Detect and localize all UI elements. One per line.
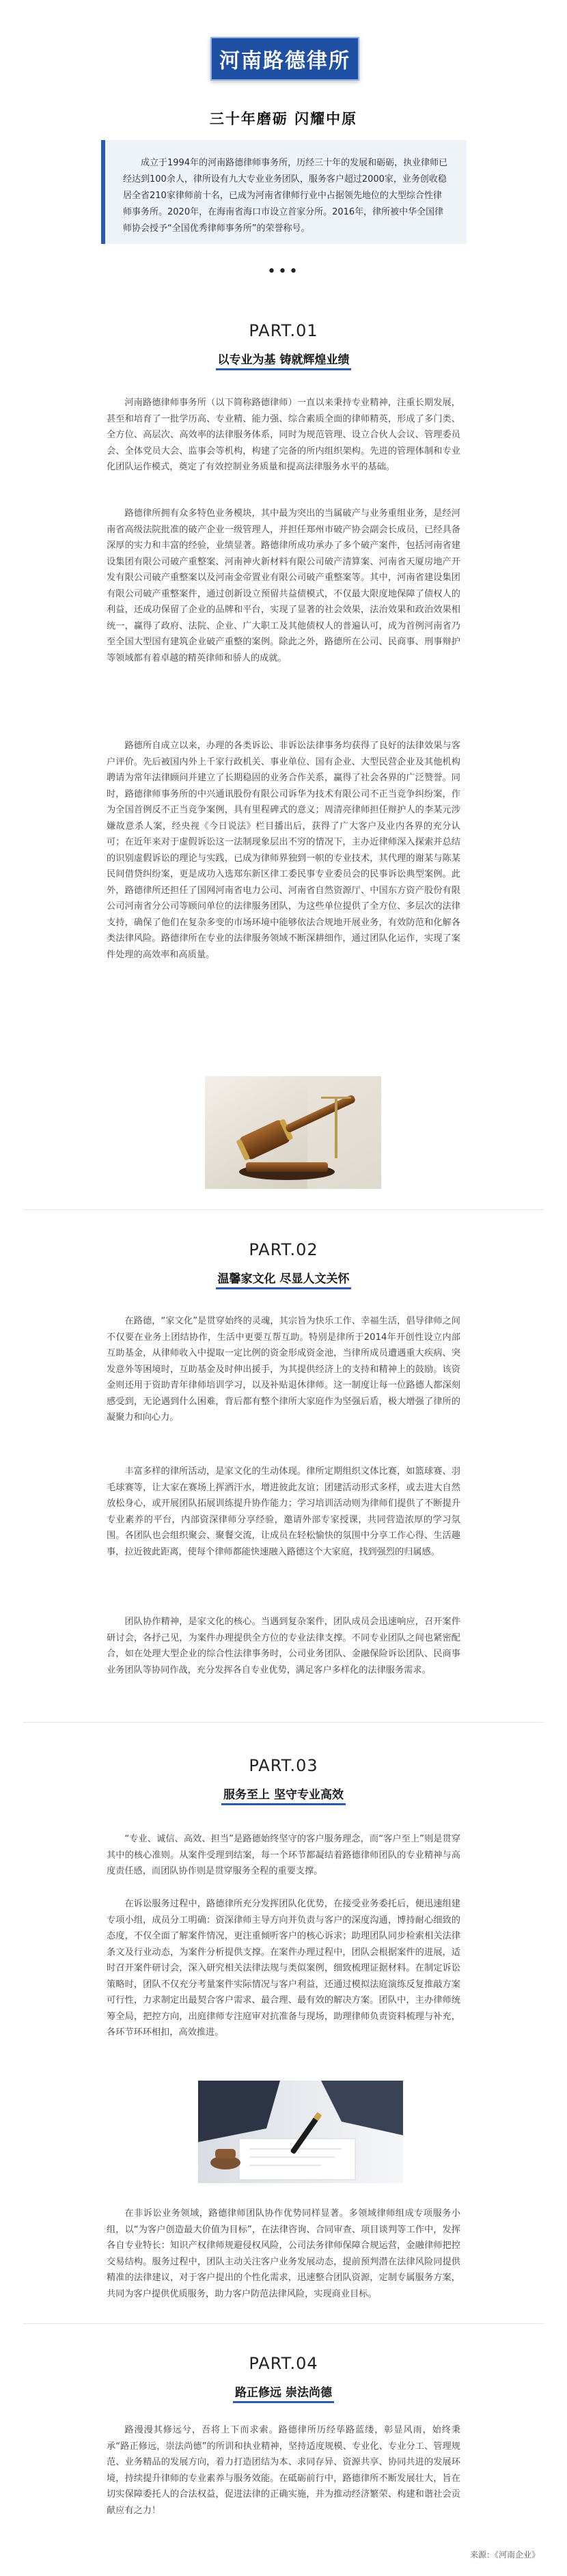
source-footer: 来源：《河南企业》 <box>469 2550 540 2560</box>
part-04-label: PART.04 <box>249 2354 318 2373</box>
part-03-subtitle-text: 服务至上 坚守专业高效 <box>221 1785 346 1805</box>
gavel-icon <box>205 1076 381 1189</box>
gavel-photo <box>205 1076 381 1189</box>
part-04-subtitle-text: 路正修远 崇法尚德 <box>233 2383 334 2403</box>
contract-signing-icon <box>198 2081 403 2183</box>
signing-contract-photo <box>198 2081 403 2183</box>
part-02-paragraph: 团队协作精神，是家文化的核心。当遇到复杂案件，团队成员会迅速响应，召开案件研讨会，各抒己见，为案件办理提供全方位的专业法律支撑。不同专业团队之间也紧密配合，如在处理大型企业的综合性法律事务时，公司业务团队、金融保险诉讼团队、民商事业务团队等协同作战，充分发挥各自专业优势，满足客户多样化的法律服务需求。 <box>107 1617 460 1675</box>
part-03-paragraph: 在非诉讼业务领域，路德律师团队协作优势同样显著。多领域律师组成专项服务小组，以“为客户创造最大价值为目标”，在法律咨询、合同审查、项目谈判等工作中，发挥各自专业特长：知识产权律师规避侵权风险，公司法务律师保障合规运营，金融律师把控交易结构。服务过程中，团队主动关注客户业务发展动态，提前预判潜在法律风险同提供精准的法律建议，对于客户提出的个性化需求，迅速整合团队资源，定制专属服务方案，共同为客户提供优质服务，助力客户防范法律风险，实现商业目标。 <box>107 2208 460 2299</box>
part-02-label: PART.02 <box>249 1240 318 1259</box>
intro-text: 成立于1994年的河南路德律师事务所，历经三十年的发展和砺砺，执业律师已经达到100余人，律所设有九大专业业务团队，服务客户超过2000家，业务创收稳居全省210家律师前十名，已成为河南省律师行业中占据领先地位的大型综合性律师事务所。2020年，在海南省海口市设立首家分所。2016年，律所被中华全国律师协会授予“全国优秀律师事务所”的荣誉称号。 <box>123 158 448 234</box>
part-01-paragraph: 路德所自成立以来，办理的各类诉讼、非诉讼法律事务均获得了良好的法律效果与客户评价。先后被国内外上千家行政机关、事业单位、国有企业、大型民营企业及其他机构聘请为常年法律顾问并建立了长期稳固的业务合作关系，赢得了社会各界的广泛赞誉。同时，路德律师事务所的中兴通讯股份有限公司诉华为技术有限公司不正当竞争纠纷案，作为全国首例反不正当竞争案例，具有里程碑式的意义；周清亮律师担任辩护人的李某元涉嫌故意杀人案，经央视《今日说法》栏目播出后，获得了广大客户及业内各界的充分认可；在近年来对于虚假诉讼这一法制现象层出不穷的情况下，主办近律师深入探索并总结的识别虚假诉讼的理论与实践，已成为律师界独到一帜的专业技术，其代理的谢某与陈某民间借贷纠纷案，更是成功入选郑东新区律工委民事专业委员会的民事诉讼典型案例。此外，路德律所还担任了国网河南省电力公司、河南省自然资源厅、中国东方资产股份有限公司河南省分公司等顾问单位的法律服务团队，为这些单位提供了全方位、多层次的法律支持，确保了他们在复杂多变的市场环境中能够依法合规地开展业务，有效防范和化解各类法律风险。路德律所在专业的法律服务领域不断深耕细作，通过团队化运作，实现了案件处理的高效率和高质量。 <box>107 741 460 960</box>
ellipsis-dots: ••• <box>267 263 300 280</box>
part-01-label: PART.01 <box>249 321 318 340</box>
part-02-paragraph: 丰富多样的律所活动，是家文化的生动体现。律所定期组织文体比赛，如篮球赛、羽毛球赛等，让大家在赛场上挥洒汗水，增进彼此友谊；团建活动形式多样，或去进大自然放松身心，或开展团队拓展训练提升协作能力；学习培训活动则为律师们提供了不断提升专业素养的平台，内部资深律师分享经验，邀请外部专家授课，共同营造浓厚的学习氛围。各团队也会组织聚会、聚餐交流，让成员在轻松愉快的氛围中分享工作心得、生活趣事，拉近彼此距离，使每个律师都能快速融入路德这个大家庭，找到强烈的归属感。 <box>107 1466 460 1557</box>
part-03-label: PART.03 <box>249 1756 318 1775</box>
part-01-subtitle-text: 以专业为基 铸就辉煌业绩 <box>216 350 352 370</box>
slogan: 三十年磨砺 闪耀中原 <box>209 111 358 127</box>
page-title: 河南路德律所 <box>219 49 350 73</box>
section-divider <box>23 1209 544 1210</box>
section-divider <box>23 2323 544 2324</box>
part-03-paragraph: 在诉讼服务过程中，路德律所充分发挥团队化优势，在接受业务委托后，便迅速组建专项小组，成员分工明确：资深律师主导方向并负责与客户的深度沟通，博持耐心细致的态度，不仅全面了解案件情况，更注重倾听客户的核心诉求；助理团队同步检索相关法律条文及行业动态，为案件分析提供支撑。在案件办理过程中，团队会根据案件的进展，适时召开案件研讨会，深入研究相关法律法规与类似案例，细致梳理证据材料。在制定诉讼策略时，团队不仅充分考量案件实际情况与客户利益，还通过模拟法庭演练反复推敲方案可行性，力求制定出最契合客户需求、最合理、最有效的解决方案。团队中，主办律师统筹全局，把控方向，出庭律师专注庭审对抗准备与现场，助理律师负责资料梳理与补充，各环节环环相扣，高效推进。 <box>107 1899 460 2038</box>
part-01-paragraph: 路德律所拥有众多特色业务模块，其中最为突出的当属破产与业务重组业务，是经河南省高级法院批准的破产企业一级管理人，并担任郑州市破产协会副会长成员，已经具备深厚的实力和丰富的经验，业绩显著。路德律所成功承办了多个破产案件，包括河南省建设集团有限公司破产重整案、河南神火新材料有限公司破产清算案、河南省天厦房地产开发有限公司破产重整案以及河南金帝置业有限公司破产重整案等。其中，河南省建设集团有限公司破产重整案件，通过创新设立预留共益债模式，不仅最大限度地保障了债权人的利益，还成功保留了企业的品牌和平台，实现了显著的社会效果，法治效果和政治效果相统一，赢得了政府、法院、企业、广大职工及其他债权人的普遍认可，成为首例河南省乃至全国大型国有建筑企业破产重整的案例。除此之外，路德所在公司、民商事、刑事辩护等领域都有着卓越的精英律师和骄人的成就。 <box>107 508 460 663</box>
part-02-subtitle <box>0 1269 567 1289</box>
part-02-subtitle-text: 温馨家文化 尽显人文关怀 <box>216 1269 352 1289</box>
part-04-subtitle <box>0 2383 567 2403</box>
part-04-paragraph: 路漫漫其修远兮，吾将上下而求索。路德律所历经荜路蓝缕，彰显风雨，始终秉承“路正修远，崇法尚德”的所训和执业精神，坚持适度规模、专业化、专业分工、管理规范、业务精品的发展方向，着力打造团结为本、求同存异、资源共享、协同共进的发展环境，持续提升律师的专业素养与服务效能。在砥砺前行中，路德律所不断发展壮大，旨在切实保障委托人的合法权益，促进法律的正确实施，并为推动经济繁荣、构建和谐社会贡献应有之力！ <box>107 2425 460 2516</box>
title-badge <box>210 37 359 81</box>
part-01-subtitle <box>0 350 567 370</box>
part-03-subtitle <box>0 1785 567 1805</box>
part-02-paragraph: 在路德，“家文化”是贯穿始终的灵魂，其宗旨为快乐工作、幸福生活，倡导律师之间不仅要在业务上团结协作，生活中更要互帮互助。特别是律所于2014年开创性设立内部互助基金，从律师收入中提取一定比例的资金形成资金池，当律所成员遭遇重大疾病、突发意外等困境时，互助基金及时伸出援手，为其提供经济上的支持和精神上的鼓励。该资金则还用于资助青年律师培训学习，以及补贴退休律师。这一制度让每一位路德人都深刻感受到，无论遇到什么困难，背后都有整个律所大家庭作为坚强后盾，极大增强了律所的凝聚力和向心力。 <box>107 1316 460 1423</box>
intro-box <box>101 140 467 244</box>
part-01-paragraph: 河南路德律师事务所（以下简称路德律师）一直以来秉持专业精神，注重长期发展，甚至和培育了一批学历高、专业精、能力强、综合素质全面的律师精英，形成了多门类、全方位、高层次、高效率的法律服务体系，同时为规范管理、设立合伙人会议、管理委员会、全体党员大会、监事会等机构，构建了完备的所内组织架构。先进的管理体制和专业化团队运作模式，奠定了有效控制业务质量和提高法律服务水平的基础。 <box>107 398 460 472</box>
section-divider <box>23 1722 544 1723</box>
part-03-paragraph: “专业、诚信、高效、担当”是路德始终坚守的客户服务理念，而“客户至上”则是贯穿其中的核心准则。从案件受理到结案，每一个环节都凝结着路德律师团队的专业精神与高度责任感，而团队协作则是贯穿服务全程的重要支撑。 <box>107 1834 460 1876</box>
